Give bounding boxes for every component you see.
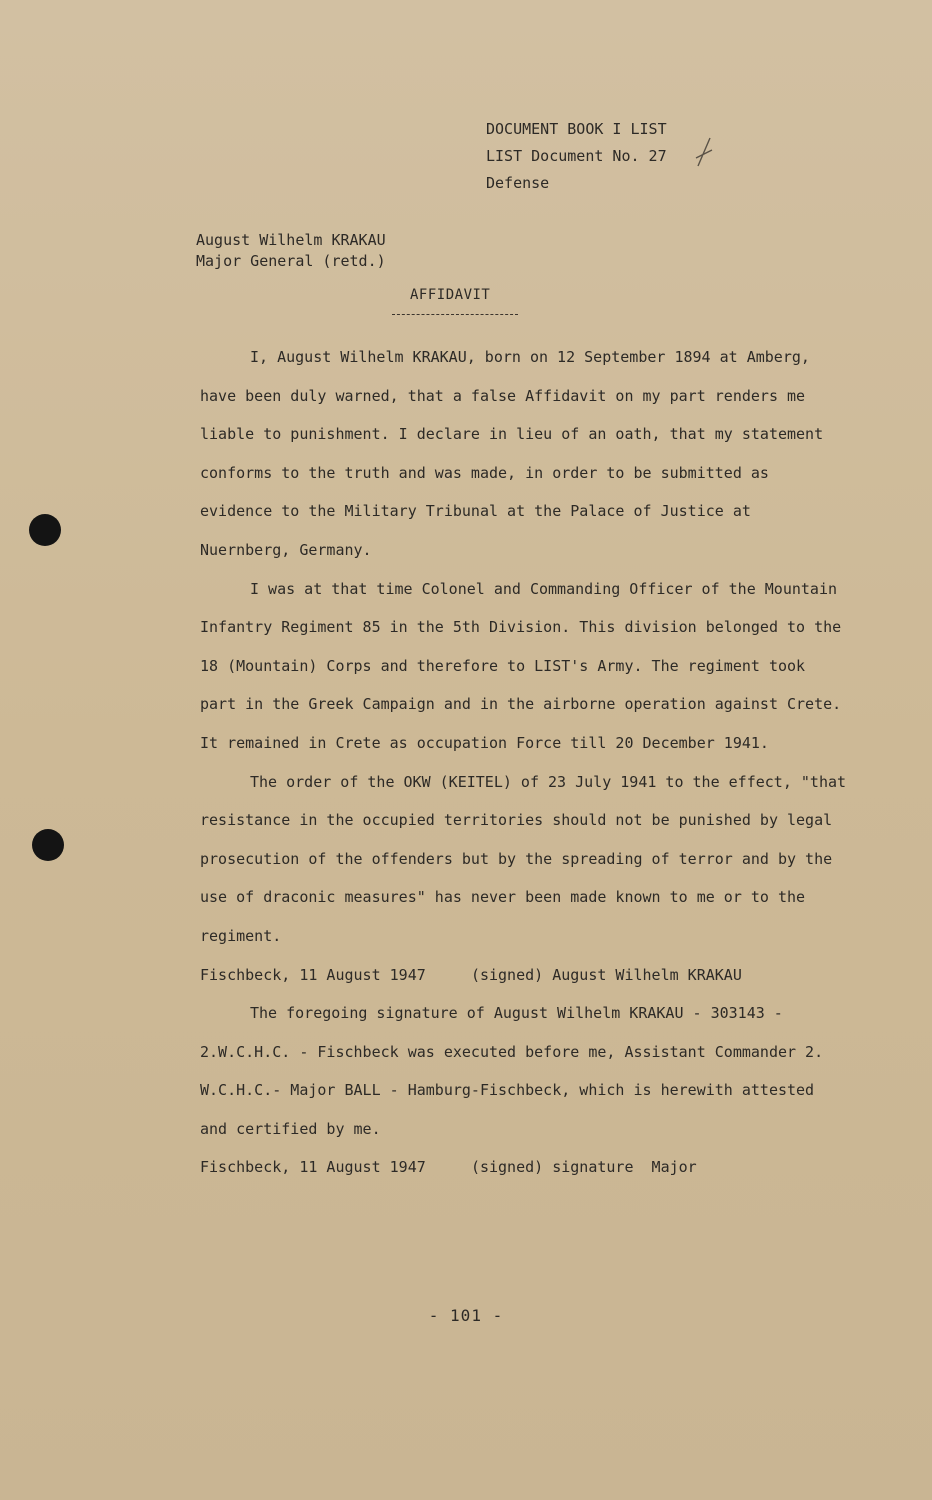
title-underline	[392, 314, 518, 315]
header-party: Defense	[486, 174, 550, 192]
signature-line-affiant	[200, 956, 850, 995]
signature-officer: (signed) signature Major	[470, 1158, 697, 1177]
signature-place-date-2: Fischbeck, 11 August 1947	[200, 1158, 426, 1177]
affiant-block	[196, 230, 386, 272]
document-header	[486, 116, 667, 197]
header-book-list: DOCUMENT BOOK I LIST	[486, 120, 667, 138]
affiant-name: August Wilhelm KRAKAU	[196, 231, 386, 249]
paragraph-service: I was at that time Colonel and Commanding Officer of the Mountain Infantry Regiment 85 in the 5th Division. This division belonged to the 18 (Mountain) Corps and therefore to LIST's Army. The regiment took part in the Greek Campaign and in the airborne operation against Crete. It remained in Crete as occupation Force till 20 December 1941.	[200, 579, 842, 752]
signature-affiant: (signed) August Wilhelm KRAKAU	[470, 965, 742, 984]
affiant-rank: Major General (retd.)	[196, 252, 386, 270]
page-number: - 101 -	[428, 1306, 504, 1325]
paragraph-attestation: The foregoing signature of August Wilhelm KRAKAU - 303143 - 2.W.C.H.C. - Fischbeck was executed before me, Assistant Commander 2. W.C.H.C.- Major BALL - Hamburg-Fischbeck, which is herewith attested and certified by me.	[200, 1004, 824, 1138]
handwritten-mark-icon	[692, 136, 714, 168]
punch-hole-bottom	[32, 829, 64, 861]
punch-hole-top	[29, 514, 61, 546]
signature-line-officer	[200, 1148, 850, 1187]
document-title: AFFIDAVIT	[410, 287, 491, 303]
paragraph-okw-order: The order of the OKW (KEITEL) of 23 July 1941 to the effect, "that resistance in the occupied territories should not be punished by legal prosecution of the offenders but by the spreading of terror and by the use of draconic measures" has never been made known to me or to the regiment.	[200, 772, 847, 945]
signature-place-date: Fischbeck, 11 August 1947	[200, 965, 426, 984]
affidavit-body	[200, 338, 850, 1187]
header-document-number: LIST Document No. 27	[486, 147, 667, 165]
paragraph-declaration: I, August Wilhelm KRAKAU, born on 12 September 1894 at Amberg, have been duly warned, that a false Affidavit on my part renders me liable to punishment. I declare in lieu of an oath, that my statement conforms to the truth and was made, in order to be submitted as evidence to the Military Tribunal at the Palace of Justice at Nuernberg, Germany.	[200, 348, 824, 559]
